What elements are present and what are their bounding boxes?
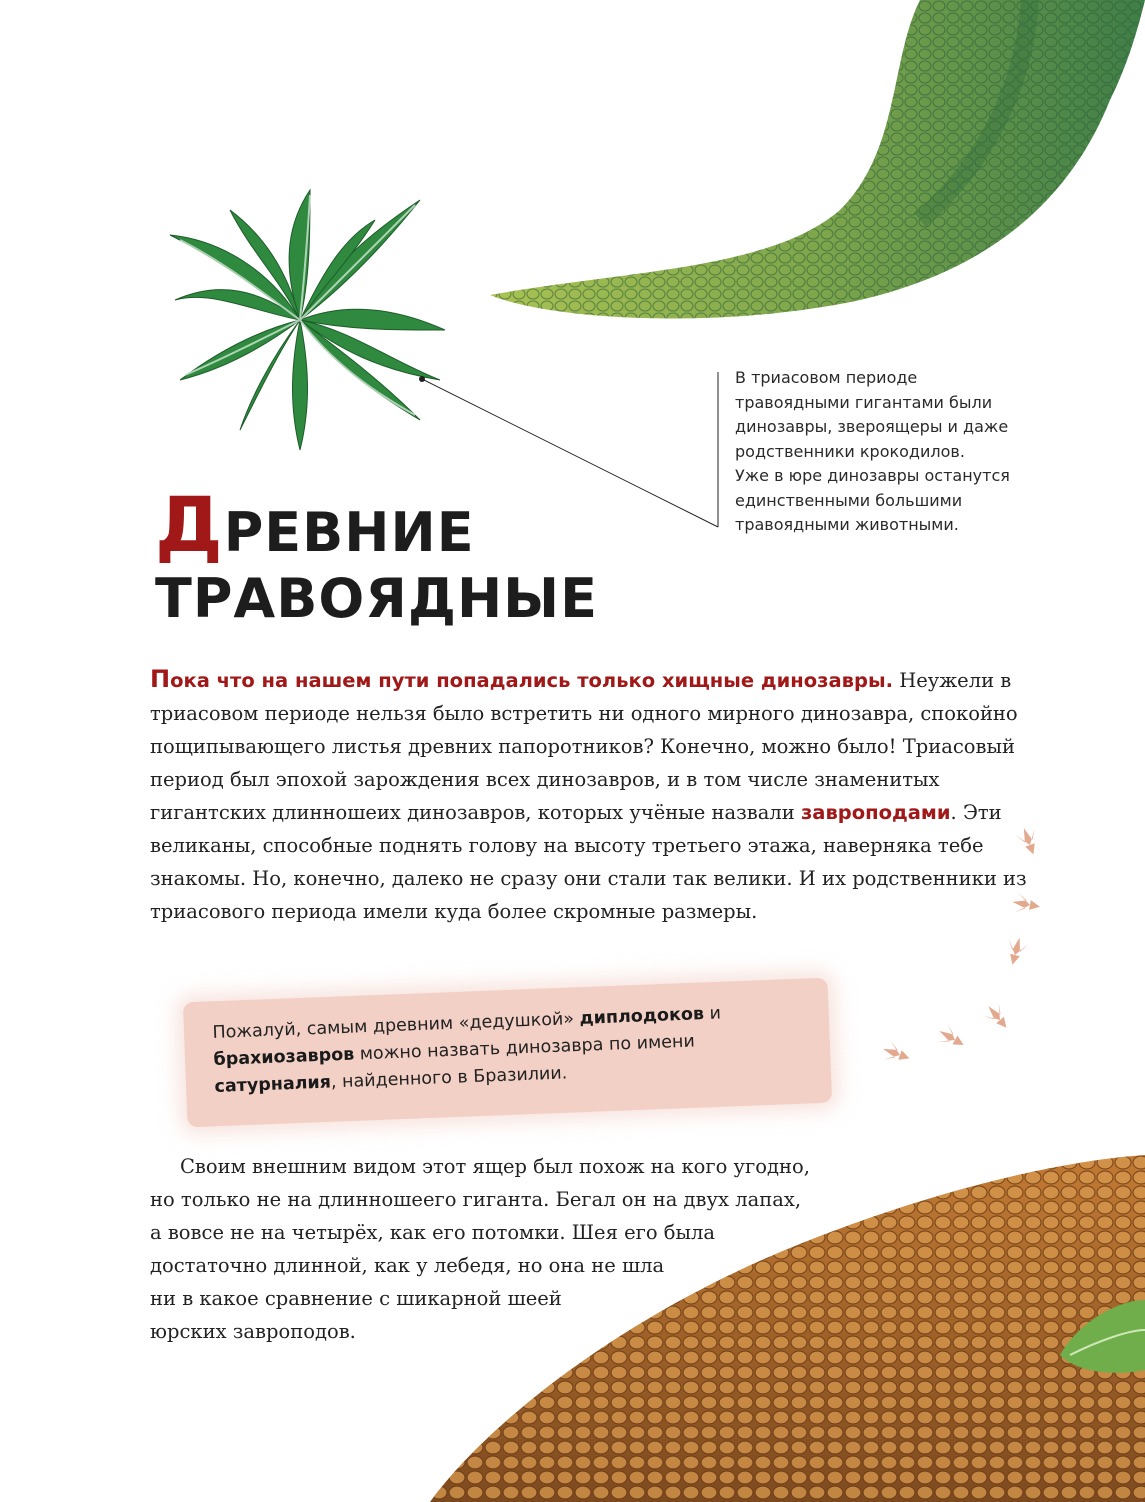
paragraph-line: достаточно длинной, как у лебедя, но она не шла: [150, 1254, 665, 1277]
title-line-1-text: РЕВНИЕ: [223, 501, 475, 564]
intro-text: Неужели в триасовом периоде нельзя было встретить ни одного мирного динозавра, спокойно пощипывающего листья древних папоротников? Конечно, можно было! Триасовый период был эпохой зарождения всех динозавров, и в том числе знаменитых гигантских длинношеих динозавров, которых учёные назвали: [150, 669, 1018, 824]
caption-line: динозавры, звероящеры и даже: [735, 417, 1009, 436]
dinosaur-body-illustration: [430, 1140, 1145, 1502]
footprint-icon: [880, 1039, 913, 1067]
footprints-illustration: [870, 815, 1145, 1115]
caption-line: травоядными гигантами были: [735, 392, 993, 412]
paragraph-line: а вовсе не на четырёх, как его потомки. Шея его была: [150, 1221, 716, 1244]
paragraph-line: юрских завроподов.: [150, 1320, 356, 1343]
highlighted-term: завроподами: [800, 801, 951, 824]
illustration-caption: [735, 366, 1065, 538]
caption-line: В триасовом периоде: [735, 368, 918, 387]
title-line-1: [155, 480, 755, 569]
fact-text: , найденного в Бразилии.: [330, 1063, 568, 1093]
paragraph-line: Своим внешним видом этот ящер был похож на кого угодно,: [180, 1155, 810, 1178]
intro-lead: [150, 665, 893, 693]
fact-term: диплодоков: [579, 1004, 705, 1029]
caption-line: родственники крокодилов.: [735, 441, 965, 461]
caption-line: травоядными животными.: [735, 515, 959, 534]
intro-lead-text: ока что на нашем пути попадались только хищные динозавры.: [170, 669, 893, 692]
fact-term: сатурналия: [214, 1072, 332, 1097]
footprint-icon: [981, 1000, 1014, 1034]
footprint-icon: [1014, 825, 1042, 858]
paragraph-line: ни в какое сравнение с шикарной шеей: [150, 1287, 562, 1310]
footprint-icon: [1011, 892, 1042, 917]
footprint-icon: [934, 1022, 968, 1053]
fact-text: можно назвать динозавра по имени: [353, 1031, 696, 1065]
caption-line: Уже в юре динозавры останутся: [735, 466, 1010, 485]
fern-plant-illustration: [160, 180, 450, 455]
dinosaur-tail-illustration: [470, 0, 1145, 340]
fact-term: брахиозавров: [213, 1044, 355, 1070]
title-line-2: ТРАВОЯДНЫЕ: [155, 567, 598, 630]
intro-text-end: . Эти великаны, способные поднять голову на высоту третьего этажа, наверняка тебе знакомы. Но, конечно, далеко не сразу они стали так велики. И их родственники из триасового периода имели куда более скромные размеры.: [150, 801, 1027, 923]
title-drop-cap: Д: [155, 480, 224, 569]
caption-line: единственными большими: [735, 490, 963, 510]
fact-text: Пожалуй, самым древним «дедушкой»: [212, 1008, 580, 1043]
intro-lead-cap: П: [150, 665, 171, 693]
fact-text: и: [703, 1003, 722, 1025]
paragraph-line: но только не на длинношеего гиганта. Бегал он на двух лапах,: [150, 1188, 802, 1211]
footprint-icon: [1003, 935, 1030, 967]
page-title: [155, 480, 755, 632]
